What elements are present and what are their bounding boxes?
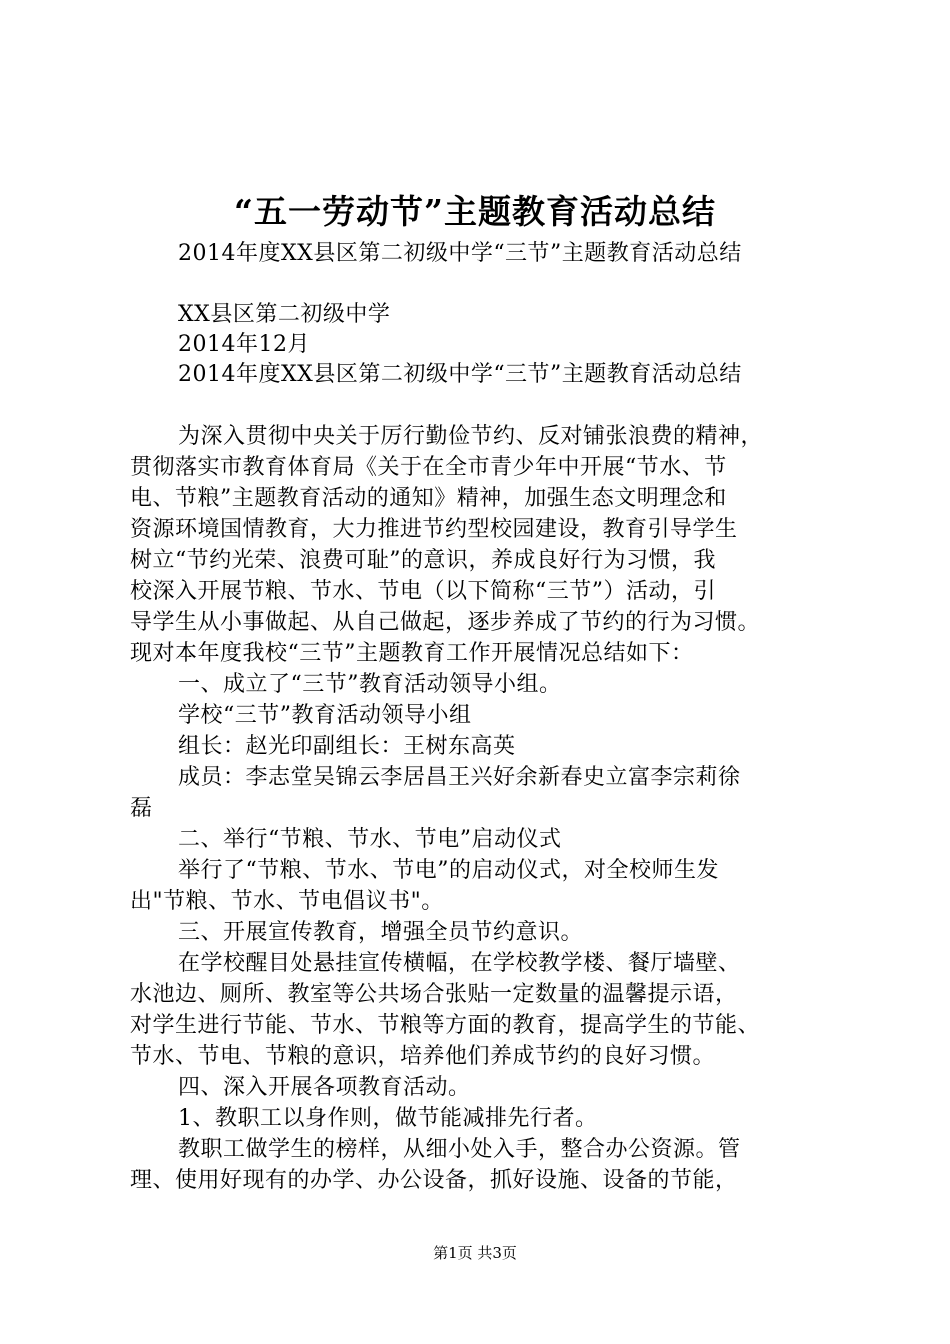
paragraph-line: 现对本年度我校“三节”主题教育工作开展情况总结如下： xyxy=(130,641,694,666)
paragraph-line: 1、教职工以身作则，做节能减排先行者。 xyxy=(178,1106,598,1131)
document-title: “五一劳动节”主题教育活动总结 xyxy=(234,192,716,231)
paragraph-line: 对学生进行节能、节水、节粮等方面的教育，提高学生的节能、 xyxy=(130,1013,761,1038)
paragraph-line: 磊 xyxy=(130,796,153,821)
paragraph-line: 为深入贯彻中央关于厉行勤俭节约、反对铺张浪费的精神， xyxy=(178,424,764,449)
paragraph-line: 导学生从小事做起、从自己做起，逐步养成了节约的行为习惯。 xyxy=(130,610,761,635)
paragraph-line: 理、使用好现有的办学、办公设备，抓好设施、设备的节能， xyxy=(130,1168,738,1193)
paragraph-line: 资源环境国情教育，大力推进节约型校园建设，教育引导学生 xyxy=(130,517,738,542)
section-heading: 一、成立了“三节”教育活动领导小组。 xyxy=(178,672,562,697)
paragraph-line: 节水、节电、节粮的意识，培养他们养成节约的良好习惯。 xyxy=(130,1044,716,1069)
page-number-footer: 第1页 共3页 xyxy=(433,1244,517,1262)
paragraph-line: 举行了“节粮、节水、节电”的启动仪式，对全校师生发 xyxy=(178,858,719,883)
section-heading: 三、开展宣传教育，增强全员节约意识。 xyxy=(178,920,584,945)
paragraph-line: 校深入开展节粮、节水、节电（以下简称“三节”）活动，引 xyxy=(130,579,716,604)
section-heading: 四、深入开展各项教育活动。 xyxy=(178,1075,471,1100)
school-name: XX县区第二初级中学 xyxy=(178,302,391,327)
paragraph-line: 在学校醒目处悬挂宣传横幅，在学校教学楼、餐厅墙壁、 xyxy=(178,951,741,976)
section-heading: 二、举行“节粮、节水、节电”启动仪式 xyxy=(178,827,562,852)
subtitle-line: 2014年度XX县区第二初级中学“三节”主题教育活动总结 xyxy=(178,241,742,266)
paragraph-line: 贯彻落实市教育体育局《关于在全市青少年中开展“节水、节 xyxy=(130,455,727,480)
paragraph-line: 电、节粮”主题教育活动的通知》精神，加强生态文明理念和 xyxy=(130,486,727,511)
paragraph-line: 学校“三节”教育活动领导小组 xyxy=(178,703,472,728)
paragraph-line: 出"节粮、节水、节电倡议书"。 xyxy=(130,889,444,914)
document-date: 2014年12月 xyxy=(178,332,310,357)
paragraph-line: 水池边、厕所、教室等公共场合张贴一定数量的温馨提示语， xyxy=(130,982,738,1007)
heading-line: 2014年度XX县区第二初级中学“三节”主题教育活动总结 xyxy=(178,362,742,387)
paragraph-line: 树立“节约光荣、浪费可耻”的意识，养成良好行为习惯，我 xyxy=(130,548,716,573)
paragraph-line: 成员：李志堂吴锦云李居昌王兴好余新春史立富李宗莉徐 xyxy=(178,765,741,790)
paragraph-line: 教职工做学生的榜样，从细小处入手，整合办公资源。管 xyxy=(178,1137,741,1162)
paragraph-line: 组长：赵光印副组长：王树东高英 xyxy=(178,734,516,759)
